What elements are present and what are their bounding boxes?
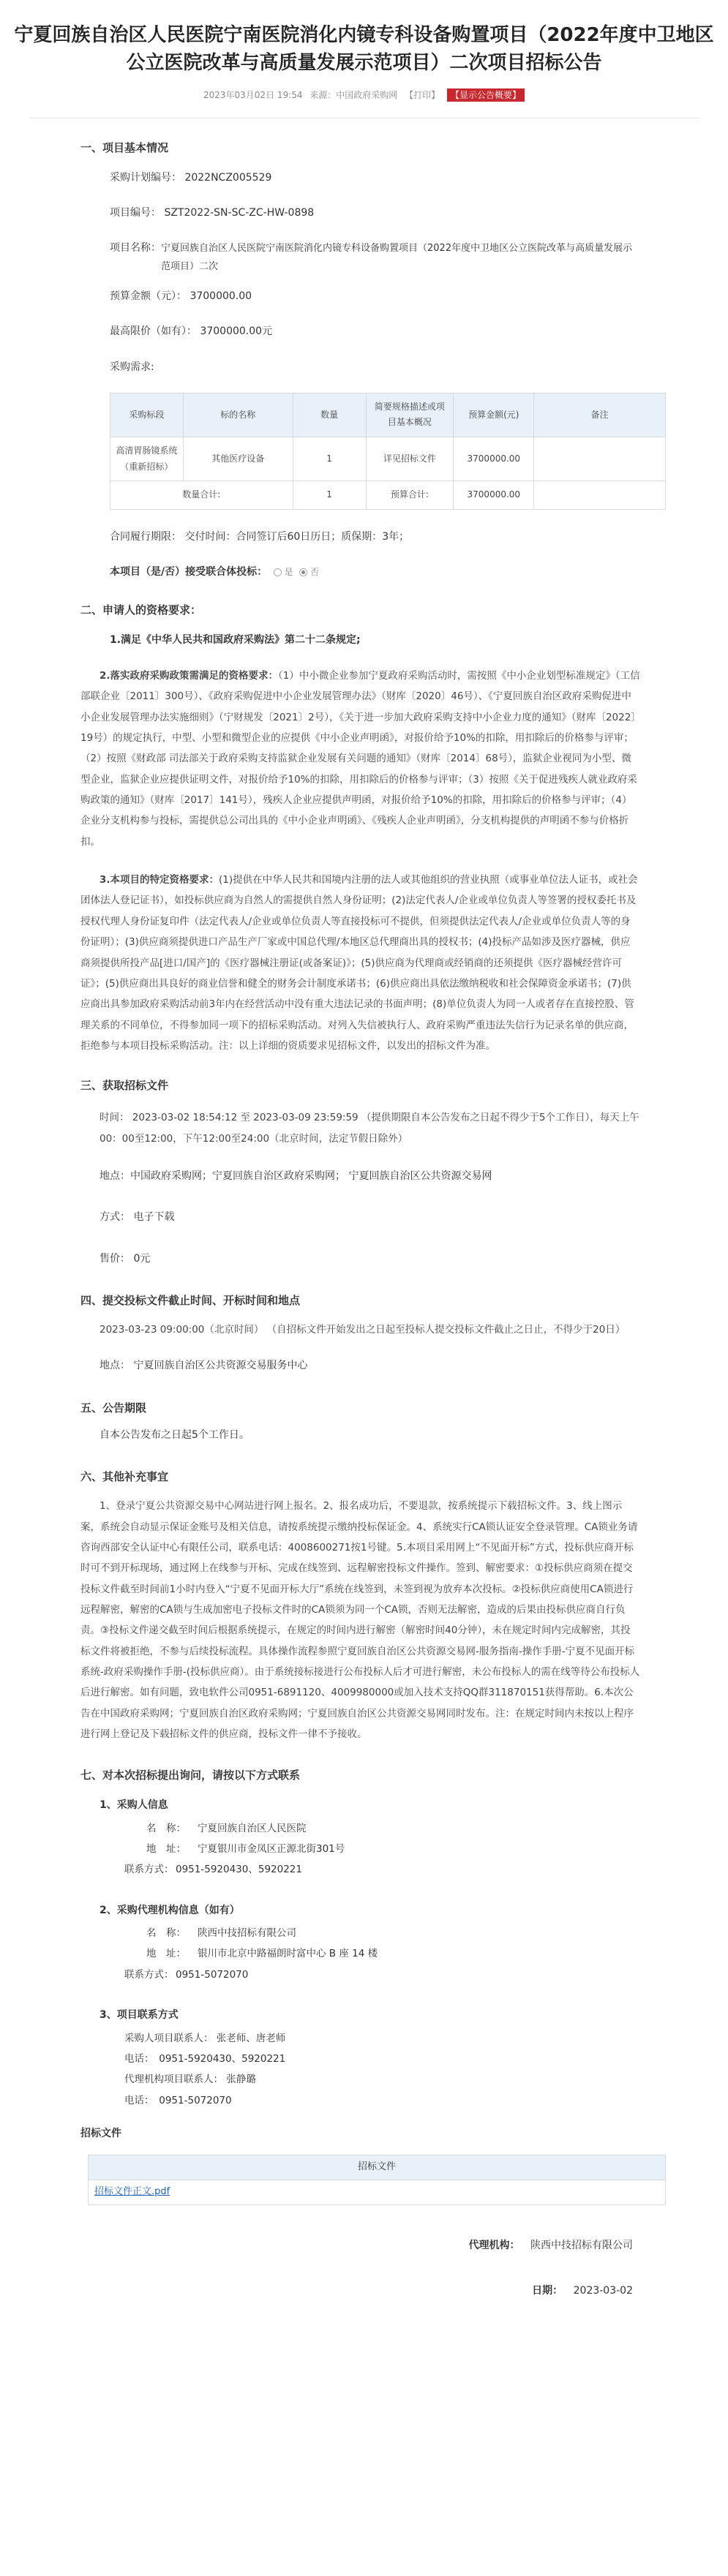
deadline-place: 地点： 宁夏回族自治区公共资源交易服务中心 <box>100 1360 308 1372</box>
field-label: 名 称： <box>146 1822 186 1834</box>
footer-date-value: 2023-03-02 <box>573 2285 633 2297</box>
consortium-row <box>80 564 640 580</box>
project-name-label: 项目名称： <box>110 242 161 255</box>
obtain-place: 地点：中国政府采购网；宁夏回族自治区政府采购网； 宁夏回族自治区公共资源交易网 <box>100 1170 492 1182</box>
deadline-time: 2023-03-23 09:00:00（北京时间） （自招标文件开始发出之日起至投标人提交投标文件截止之日止，不得少于20日） <box>100 1324 626 1336</box>
field-value: 宁夏回族自治区人民医院 <box>198 1822 307 1834</box>
table-total-row <box>110 481 666 510</box>
contact-line: 电话： 0951-5072070 <box>124 2094 232 2106</box>
footer-agent <box>80 2237 640 2253</box>
table-cell <box>534 481 666 510</box>
footer-agent-label: 代理机构： <box>468 2239 520 2251</box>
print-link[interactable]: 【打印】 <box>405 90 440 101</box>
column-header: 简要规格描述或项目基本概况 <box>366 393 454 437</box>
qualification-2 <box>80 666 640 852</box>
field-value: 宁夏银川市金凤区正源北街301号 <box>198 1843 345 1856</box>
field-label: 名 称： <box>146 1927 186 1940</box>
footer-date <box>80 2283 640 2299</box>
plan-number: 采购计划编号： 2022NCZ005529 <box>110 171 272 184</box>
field-label: 联系方式： <box>124 1968 174 1981</box>
radio-yes[interactable] <box>274 568 282 576</box>
qualification-2-title: 2.落实政府采购政策需满足的资格要求： <box>100 670 279 682</box>
qualification-3 <box>80 870 640 1056</box>
table-cell: 3700000.00 <box>454 481 534 510</box>
consortium-label: 本项目（是/否）接受联合体投标： <box>110 566 268 579</box>
table-cell: 1 <box>293 481 366 510</box>
table-cell: 3700000.00 <box>454 437 534 481</box>
agent-info <box>80 1923 640 1985</box>
buyer-heading: 1、采购人信息 <box>100 1799 168 1812</box>
field-value: 陕西中技招标有限公司 <box>198 1927 296 1940</box>
table-row <box>110 437 666 481</box>
section-heading: 五、公告期限 <box>80 1401 147 1415</box>
summary-toggle-button[interactable]: 【显示公告概要】 <box>447 88 525 102</box>
column-header: 备注 <box>534 393 666 437</box>
contract-period: 合同履行期限： 交付时间：合同签订后60日历日；质保期：3年； <box>110 530 410 543</box>
contact-heading: 3、项目联系方式 <box>100 2009 179 2022</box>
table-cell <box>534 437 666 481</box>
field-value: 0951-5920430、5920221 <box>176 1864 302 1876</box>
column-header: 数量 <box>293 393 366 437</box>
radio-no[interactable] <box>299 568 307 576</box>
section-heading: 二、申请人的资格要求： <box>80 603 202 617</box>
max-price: 最高限价（如有）： 3700000.00元 <box>110 325 273 338</box>
column-header: 标的名称 <box>183 393 293 437</box>
agent-address <box>146 1943 640 1964</box>
publish-date: 2023年03月02日 19:54 <box>203 90 303 101</box>
obtain-method: 方式： 电子下载 <box>100 1211 175 1224</box>
section-heading: 三、获取招标文件 <box>80 1079 169 1093</box>
table-cell: 预算合计: <box>366 481 454 510</box>
contact-line: 电话： 0951-5920430、5920221 <box>124 2052 286 2065</box>
meta-bar <box>29 88 699 118</box>
field-value: 银川市北京中路福朗时富中心 B 座 14 楼 <box>198 1948 378 1960</box>
agent-heading: 2、采购代理机构信息（如有） <box>100 1904 240 1916</box>
page-title: 宁夏回族自治区人民医院宁南医院消化内镜专科设备购置项目（2022年度中卫地区公立医院改革与高质量发展示范项目）二次项目招标公告 <box>14 24 714 74</box>
project-name <box>80 240 640 276</box>
section-heading: 四、提交投标文件截止时间、开标时间和地点 <box>80 1294 301 1308</box>
project-number: 项目编号： SZT2022-SN-SC-ZC-HW-0898 <box>110 206 315 219</box>
obtain-time: 时间： 2023-03-02 18:54:12 至 2023-03-09 23:59:59 （提供期限自本公告发布之日起不得少于5个工作日），每天上午00：00至12:00，下午12:00至24:00（北京时间，法定节假日除外） <box>100 1112 639 1145</box>
supplementary-text: 1、登录宁夏公共资源交易中心网站进行网上报名。2、报名成功后，不要退款，按系统提示下载招标文件。3、线上图示案，系统会自动显示保证金账号及相关信息，请按系统提示缴纳投标保证金。4、系统实行CA锁认证安全登录管理。CA锁业务请咨询西部安全认证中心有限任公司，联系电话：4008600271按1号键。5.本项目采用网上“不见面开标”方式，投标供应商开标时可不到开标现场，通过网上在线参与开标、完成在线签到、远程解密投标文件操作。签到、解密要求：①投标供应商须在提交投标文件截至时间前1小时内登入“宁夏不见面开标大厅”系统在线签到，未签到视为放弃本次投标。②投标供应商使用CA锁进行远程解密，解密的CA锁与生成加密电子投标文件时的CA锁须为同一个CA锁，否则无法解密，造成的后果由投标供应商自行负责。③投标文件递交截至时间后根据系统提示，在规定的时间内进行解密（解密时间40分钟），未在规定时间内完成解密，其投标文件将被拒绝，不参与后续投标流程。具体操作流程参照宁夏回族自治区公共资源交易网-服务指南-操作手册-宁夏不见面开标系统-政府采购操作手册-(投标供应商）。由于系统接标接进行公布投标人后才可进行解密，未公布投标人的需在线等待公布投标人后进行解密。如有问题，致电软件公司0951-6891120、4009980000或加入技术支持QQ群311870151获得帮助。6.本次公告在中国政府采购网；宁夏回族自治区政府采购网；宁夏回族自治区公共资源交易网同时发布。注：在规定时间内未按以上程序进行网上登记及下载招标文件的供应商，投标文件一律不予接收。 <box>80 1500 640 1740</box>
column-header: 预算金额(元) <box>454 393 534 437</box>
files-header: 招标文件 <box>89 2155 666 2180</box>
table-cell: 详见招标文件 <box>366 437 454 481</box>
radio-no-label: 否 <box>310 567 320 578</box>
qualification-1: 1.满足《中华人民共和国政府采购法》第二十二条规定; <box>110 633 361 646</box>
footer-date-label: 日期： <box>532 2285 563 2297</box>
project-contact <box>80 2028 640 2111</box>
field-label: 地 址： <box>146 1843 186 1856</box>
contact-line: 采购人项目联系人： 张老师、唐老师 <box>124 2032 286 2044</box>
file-download-link[interactable]: 招标文件正文.pdf <box>94 2186 170 2198</box>
section-heading: 六、其他补充事宜 <box>80 1470 169 1484</box>
table-cell: 数量合计: <box>110 481 293 510</box>
field-value: 0951-5072070 <box>176 1968 249 1981</box>
field-label: 联系方式： <box>124 1864 174 1876</box>
notice-period: 自本公告发布之日起5个工作日。 <box>100 1428 249 1441</box>
radio-yes-label: 是 <box>284 567 293 578</box>
buyer-address <box>146 1839 640 1859</box>
project-name-value: 宁夏回族自治区人民医院宁南医院消化内镜专科设备购置项目（2022年度中卫地区公立医院改革与高质量发展示范项目）二次 <box>161 243 633 273</box>
obtain-price: 售价： 0元 <box>100 1252 151 1265</box>
section-heading: 一、项目基本情况 <box>80 140 169 154</box>
qualification-3-title: 3.本项目的特定资格要求： <box>100 874 219 886</box>
field-label: 地 址： <box>146 1948 186 1960</box>
requirements-table <box>110 393 666 510</box>
files-table <box>88 2155 666 2205</box>
column-header: 采购标段 <box>110 393 184 437</box>
buyer-info <box>80 1818 640 1880</box>
source: 来源：中国政府采购网 <box>309 90 398 101</box>
table-cell: 1 <box>293 437 366 481</box>
table-header-row <box>110 393 666 437</box>
agent-phone <box>124 1965 640 1985</box>
qualification-3-text: (1)提供在中华人民共和国境内注册的法人或其他组织的营业执照（或事业单位法人证书，或社会团体法人登记证书），如投标供应商为自然人的需提供自然人身份证明；(2)法定代表人/企业或单位负责人等签署的授权委托书及授权代理人身份证复印件（法定代表人/企业或单位负责人等直接投标可不提供，但须提供法定代表人/企业或单位负责人等的身份证明）；(3)供应商须提供进口产品生产厂家或中国总代理/本地区总代理商出具的授权书；(4)投标产品如涉及医疗器械，供应商须提供所投产品[进口/国产]的《医疗器械注册证(或备案证)》；(5)供应商为代理商或经销商的还须提供《医疗器械经营许可证》；(5)供应商出具良好的商业信誉和健全的财务会计制度承诺书；(6)供应商出具依法缴纳税收和社会保障资金承诺书；(7)供应商出具参加政府采购活动前3年内在经营活动中没有重大违法记录的书面声明；(8)单位负责人为同一人或者存在直接控股、管理关系的不同单位，不得参加同一项下的招标采购活动。对列入失信被执行人、政府采购严重违法失信行为记录名单的供应商，拒绝参与本项目投标采购活动。注：以上详细的资质要求见招标文件，以发出的招标文件为准。 <box>80 874 638 1052</box>
buyer-name <box>146 1818 640 1839</box>
agent-name <box>146 1923 640 1943</box>
budget-amount: 预算金额（元）： 3700000.00 <box>110 290 252 302</box>
qualification-2-text: （1）中小微企业参加宁夏政府采购活动时，需按照《中小企业划型标准规定》（工信部联企业〔2011〕300号）、《政府采购促进中小企业发展管理办法》（财库〔2020〕46号）、《宁夏回族自治区政府采购促进中小企业发展管理办法实施细则》（宁财规发〔2021〕2号），《关于进一步加大政府采购支持中小企业力度的通知》（财库〔2022〕19号）的规定执行，中型、小型和微型企业的应提供《中小企业声明函》，对报价给予10%的扣除，用扣除后的价格参与评审；（2）按照《财政部 司法部关于政府采购支持监狱企业发展有关问题的通知》（财库〔2014〕68号），监狱企业视同为小型、微型企业，监狱企业应提供证明文件，对报价给予10%的扣除，用扣除后的价格参与评审；（3）按照《关于促进残疾人就业政府采购政策的通知》（财库〔2017〕141号），残疾人企业应提供声明函，对报价给予10%的扣除，用扣除后的价格参与评审；（4）企业分支机构参与投标，需提供总公司出具的《中小企业声明函》、《残疾人企业声明函》，分支机构提供的声明函不参与价格折扣。 <box>80 670 640 848</box>
requirements-label: 采购需求: <box>110 361 154 373</box>
main-content <box>0 139 728 2300</box>
table-cell: 其他医疗设备 <box>183 437 293 481</box>
footer-agent-value: 陕西中技招标有限公司 <box>530 2239 633 2251</box>
contact-line: 代理机构项目联系人： 张静璐 <box>124 2074 256 2086</box>
files-label: 招标文件 <box>80 2127 121 2139</box>
table-cell: 高清胃肠镜系统（重新招标） <box>110 437 184 481</box>
buyer-phone <box>124 1859 640 1880</box>
section-heading: 七、对本次招标提出询问，请按以下方式联系 <box>80 1769 301 1782</box>
